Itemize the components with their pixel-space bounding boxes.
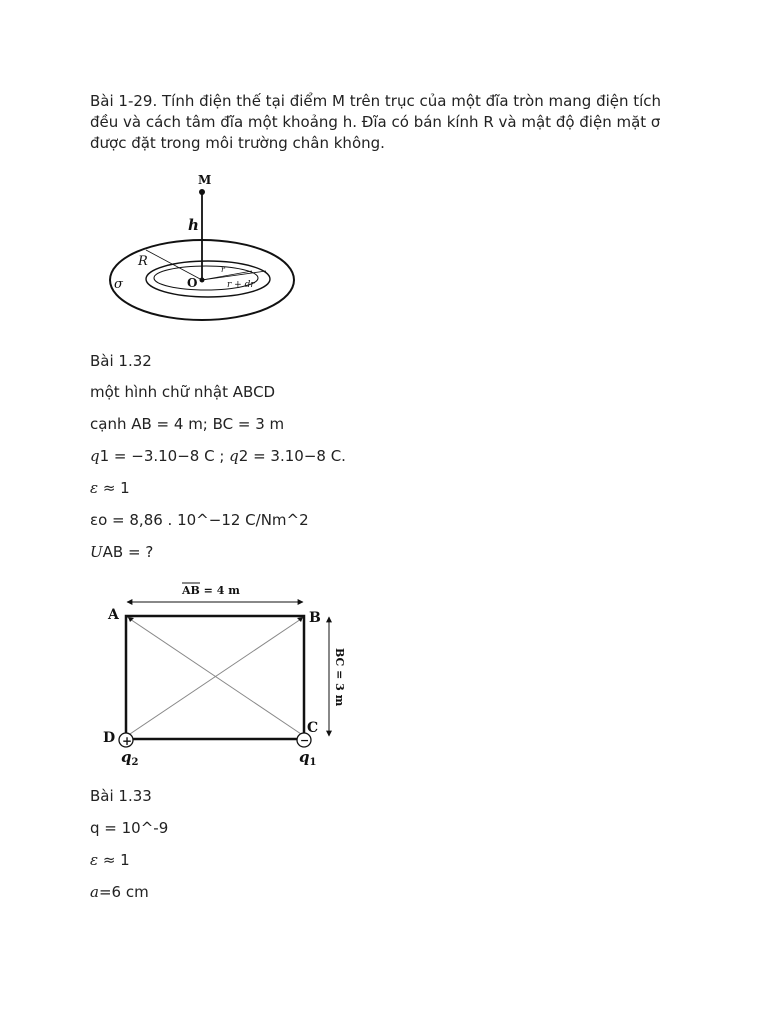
problem-1-29-line-3: được đặt trong môi trường chân không. <box>90 134 385 152</box>
a-value: =6 cm <box>98 883 149 901</box>
a-symbol: a <box>90 883 99 901</box>
label-B: B <box>309 610 321 626</box>
label-R: R <box>138 254 148 269</box>
charged-disk-figure <box>100 168 310 328</box>
label-q2-letter: q <box>121 748 132 766</box>
q1-value: 1 = −3.10−8 C ; <box>99 447 230 465</box>
point-M <box>199 189 205 195</box>
problem-1-33-line-2 <box>90 850 130 870</box>
label-M: M <box>198 173 212 187</box>
label-ab-length: AB = 4 m <box>182 584 240 597</box>
minus-sign: − <box>300 734 310 747</box>
problem-1-32-title: Bài 1.32 <box>90 352 152 370</box>
u-symbol: U <box>90 543 103 561</box>
epsilon-symbol: ε <box>90 479 99 497</box>
label-C: C <box>307 720 319 736</box>
label-A: A <box>108 607 119 623</box>
epsilon-symbol-2: ε <box>90 851 99 869</box>
q2-value: 2 = 3.10−8 C. <box>238 447 346 465</box>
plus-sign: + <box>122 734 133 748</box>
label-bc-length: BC = 3 m <box>333 648 346 707</box>
problem-1-32-line-3 <box>90 446 346 466</box>
label-q2-subscript: 2 <box>131 757 139 768</box>
rectangle-abcd-figure <box>100 580 360 770</box>
problem-1-29-line-2: đều và cách tâm đĩa một khoảng h. Đĩa có bán kính R và mật độ điện mặt σ <box>90 113 661 131</box>
label-h: h <box>188 216 199 234</box>
label-r-plus-dr: r + dr <box>227 280 255 290</box>
label-D: D <box>103 730 116 746</box>
problem-1-32-line-5: εo = 8,86 . 10^−12 C/Nm^2 <box>90 511 309 529</box>
problem-1-33-title: Bài 1.33 <box>90 787 152 805</box>
label-q1-subscript: 1 <box>309 757 317 768</box>
radius-r-line <box>202 271 252 280</box>
problem-1-32-line-1: một hình chữ nhật ABCD <box>90 383 276 401</box>
label-sigma: σ <box>114 277 123 292</box>
q1-symbol: q <box>90 447 100 465</box>
q2-symbol: q <box>229 447 239 465</box>
label-q2 <box>121 748 139 768</box>
label-r: r <box>221 265 225 274</box>
problem-1-32-line-2: cạnh AB = 4 m; BC = 3 m <box>90 415 285 433</box>
epsilon-value: ≈ 1 <box>98 479 130 497</box>
problem-1-33-line-1: q = 10^-9 <box>90 819 169 837</box>
problem-1-29-text <box>90 91 661 154</box>
label-q1 <box>299 748 316 768</box>
label-O: O <box>187 276 198 290</box>
epsilon-value-2: ≈ 1 <box>98 851 130 869</box>
problem-1-32-line-6 <box>90 542 153 562</box>
problem-1-33-line-3 <box>90 882 149 902</box>
problem-1-29-line-1: Bài 1-29. Tính điện thế tại điểm M trên trục của một đĩa tròn mang điện tích <box>90 92 662 110</box>
u-question: AB = ? <box>102 543 154 561</box>
label-q1-letter: q <box>299 748 310 766</box>
problem-1-32-line-4 <box>90 478 130 498</box>
